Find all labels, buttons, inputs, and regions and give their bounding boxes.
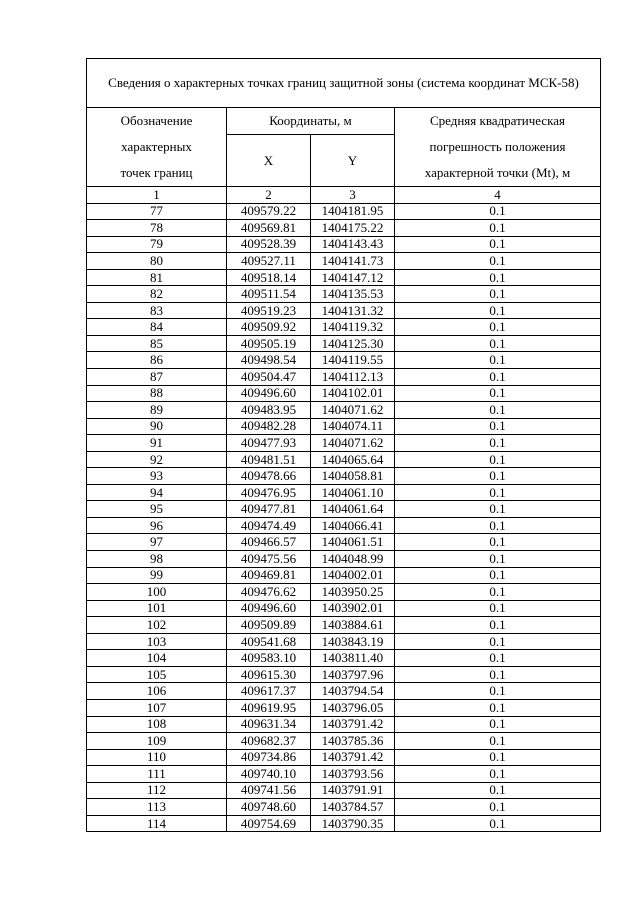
coordinates-table [86, 58, 601, 832]
cell-x: 409619.95 [227, 699, 311, 716]
cell-point: 82 [87, 286, 227, 303]
cell-point: 85 [87, 335, 227, 352]
cell-x: 409748.60 [227, 799, 311, 816]
cell-point: 103 [87, 633, 227, 650]
table-row [87, 617, 601, 634]
cell-point: 95 [87, 501, 227, 518]
table-row [87, 733, 601, 750]
table-row [87, 319, 601, 336]
cell-x: 409518.14 [227, 269, 311, 286]
table-row [87, 451, 601, 468]
cell-y: 1404074.11 [311, 418, 395, 435]
cell-mt: 0.1 [395, 766, 601, 783]
cell-mt: 0.1 [395, 815, 601, 832]
cell-point: 105 [87, 666, 227, 683]
cell-x: 409509.89 [227, 617, 311, 634]
header-x: X [227, 135, 311, 187]
cell-point: 110 [87, 749, 227, 766]
cell-y: 1404119.55 [311, 352, 395, 369]
cell-mt: 0.1 [395, 551, 601, 568]
cell-x: 409505.19 [227, 335, 311, 352]
table-row [87, 269, 601, 286]
cell-x: 409483.95 [227, 402, 311, 419]
table-row [87, 286, 601, 303]
table-title-row [87, 59, 601, 108]
table-row [87, 683, 601, 700]
cell-point: 92 [87, 451, 227, 468]
table-row [87, 584, 601, 601]
table-row [87, 435, 601, 452]
cell-mt: 0.1 [395, 699, 601, 716]
column-number: 2 [227, 187, 311, 204]
cell-x: 409682.37 [227, 733, 311, 750]
table-row [87, 517, 601, 534]
column-number: 4 [395, 187, 601, 204]
cell-x: 409583.10 [227, 650, 311, 667]
cell-x: 409498.54 [227, 352, 311, 369]
cell-point: 111 [87, 766, 227, 783]
table-row [87, 799, 601, 816]
cell-mt: 0.1 [395, 269, 601, 286]
table-row [87, 468, 601, 485]
cell-y: 1403784.57 [311, 799, 395, 816]
cell-x: 409477.81 [227, 501, 311, 518]
cell-x: 409579.22 [227, 203, 311, 220]
table-row [87, 203, 601, 220]
table-row [87, 551, 601, 568]
cell-point: 84 [87, 319, 227, 336]
table-row [87, 567, 601, 584]
cell-x: 409469.81 [227, 567, 311, 584]
cell-point: 86 [87, 352, 227, 369]
table-row [87, 716, 601, 733]
cell-mt: 0.1 [395, 468, 601, 485]
cell-mt: 0.1 [395, 335, 601, 352]
cell-y: 1403791.42 [311, 749, 395, 766]
cell-point: 104 [87, 650, 227, 667]
cell-x: 409734.86 [227, 749, 311, 766]
table-row [87, 815, 601, 832]
cell-x: 409509.92 [227, 319, 311, 336]
header-mean-square-error: Средняя квадратическая погрешность положения характерной точки (Mt), м [395, 108, 601, 187]
cell-mt: 0.1 [395, 319, 601, 336]
cell-y: 1403843.19 [311, 633, 395, 650]
cell-y: 1404048.99 [311, 551, 395, 568]
cell-x: 409615.30 [227, 666, 311, 683]
table-row [87, 253, 601, 270]
cell-y: 1403793.56 [311, 766, 395, 783]
table-row [87, 385, 601, 402]
cell-mt: 0.1 [395, 782, 601, 799]
cell-mt: 0.1 [395, 402, 601, 419]
cell-mt: 0.1 [395, 633, 601, 650]
cell-point: 100 [87, 584, 227, 601]
table-row [87, 782, 601, 799]
cell-y: 1403791.42 [311, 716, 395, 733]
column-number: 1 [87, 187, 227, 204]
cell-mt: 0.1 [395, 484, 601, 501]
cell-point: 101 [87, 600, 227, 617]
cell-point: 96 [87, 517, 227, 534]
cell-point: 114 [87, 815, 227, 832]
cell-y: 1404061.10 [311, 484, 395, 501]
cell-y: 1403811.40 [311, 650, 395, 667]
cell-mt: 0.1 [395, 733, 601, 750]
table-row [87, 633, 601, 650]
cell-point: 90 [87, 418, 227, 435]
cell-point: 78 [87, 220, 227, 237]
cell-mt: 0.1 [395, 567, 601, 584]
cell-y: 1404175.22 [311, 220, 395, 237]
cell-y: 1404065.64 [311, 451, 395, 468]
header-y: Y [311, 135, 395, 187]
cell-x: 409754.69 [227, 815, 311, 832]
cell-y: 1403796.05 [311, 699, 395, 716]
cell-mt: 0.1 [395, 451, 601, 468]
cell-mt: 0.1 [395, 799, 601, 816]
cell-point: 109 [87, 733, 227, 750]
cell-mt: 0.1 [395, 203, 601, 220]
cell-point: 87 [87, 369, 227, 386]
cell-point: 93 [87, 468, 227, 485]
cell-x: 409476.62 [227, 584, 311, 601]
cell-point: 112 [87, 782, 227, 799]
cell-mt: 0.1 [395, 352, 601, 369]
cell-y: 1403785.36 [311, 733, 395, 750]
cell-mt: 0.1 [395, 385, 601, 402]
cell-y: 1404061.51 [311, 534, 395, 551]
cell-point: 97 [87, 534, 227, 551]
cell-point: 89 [87, 402, 227, 419]
cell-mt: 0.1 [395, 517, 601, 534]
cell-y: 1404119.32 [311, 319, 395, 336]
cell-point: 79 [87, 236, 227, 253]
cell-y: 1404061.64 [311, 501, 395, 518]
cell-y: 1404125.30 [311, 335, 395, 352]
cell-x: 409519.23 [227, 302, 311, 319]
table-title: Сведения о характерных точках границ защитной зоны (система координат МСК-58) [87, 59, 601, 108]
cell-point: 106 [87, 683, 227, 700]
cell-mt: 0.1 [395, 584, 601, 601]
table-row [87, 220, 601, 237]
table-row [87, 534, 601, 551]
cell-mt: 0.1 [395, 418, 601, 435]
cell-mt: 0.1 [395, 534, 601, 551]
table-row [87, 335, 601, 352]
cell-point: 83 [87, 302, 227, 319]
header-coordinates: Координаты, м [227, 108, 395, 135]
cell-y: 1404135.53 [311, 286, 395, 303]
cell-point: 94 [87, 484, 227, 501]
cell-mt: 0.1 [395, 600, 601, 617]
column-number-row [87, 187, 601, 204]
cell-y: 1404147.12 [311, 269, 395, 286]
cell-mt: 0.1 [395, 716, 601, 733]
table-row [87, 749, 601, 766]
cell-x: 409466.57 [227, 534, 311, 551]
cell-x: 409527.11 [227, 253, 311, 270]
cell-point: 107 [87, 699, 227, 716]
column-number: 3 [311, 187, 395, 204]
cell-x: 409474.49 [227, 517, 311, 534]
cell-mt: 0.1 [395, 220, 601, 237]
cell-x: 409496.60 [227, 385, 311, 402]
table-row [87, 302, 601, 319]
cell-mt: 0.1 [395, 749, 601, 766]
cell-point: 113 [87, 799, 227, 816]
table-row [87, 501, 601, 518]
cell-x: 409478.66 [227, 468, 311, 485]
cell-x: 409482.28 [227, 418, 311, 435]
cell-mt: 0.1 [395, 617, 601, 634]
cell-point: 77 [87, 203, 227, 220]
cell-y: 1404058.81 [311, 468, 395, 485]
cell-point: 80 [87, 253, 227, 270]
cell-y: 1404143.43 [311, 236, 395, 253]
cell-y: 1404141.73 [311, 253, 395, 270]
cell-y: 1403791.91 [311, 782, 395, 799]
cell-point: 102 [87, 617, 227, 634]
header-point-designation: Обозначение характерных точек границ [87, 108, 227, 187]
cell-mt: 0.1 [395, 369, 601, 386]
cell-point: 108 [87, 716, 227, 733]
cell-x: 409481.51 [227, 451, 311, 468]
cell-mt: 0.1 [395, 683, 601, 700]
table-row [87, 418, 601, 435]
cell-y: 1404181.95 [311, 203, 395, 220]
cell-y: 1403797.96 [311, 666, 395, 683]
cell-point: 91 [87, 435, 227, 452]
cell-mt: 0.1 [395, 501, 601, 518]
cell-x: 409476.95 [227, 484, 311, 501]
cell-y: 1404071.62 [311, 402, 395, 419]
cell-y: 1404102.01 [311, 385, 395, 402]
cell-y: 1403790.35 [311, 815, 395, 832]
cell-point: 81 [87, 269, 227, 286]
table-row [87, 402, 601, 419]
cell-x: 409569.81 [227, 220, 311, 237]
cell-point: 99 [87, 567, 227, 584]
cell-x: 409541.68 [227, 633, 311, 650]
cell-mt: 0.1 [395, 286, 601, 303]
table-row [87, 484, 601, 501]
cell-x: 409528.39 [227, 236, 311, 253]
cell-y: 1404002.01 [311, 567, 395, 584]
cell-x: 409475.56 [227, 551, 311, 568]
table-row [87, 369, 601, 386]
table-row [87, 666, 601, 683]
cell-mt: 0.1 [395, 253, 601, 270]
cell-y: 1404066.41 [311, 517, 395, 534]
cell-y: 1404131.32 [311, 302, 395, 319]
cell-y: 1403794.54 [311, 683, 395, 700]
cell-point: 88 [87, 385, 227, 402]
cell-point: 98 [87, 551, 227, 568]
cell-y: 1404071.62 [311, 435, 395, 452]
table-row [87, 236, 601, 253]
table-row [87, 600, 601, 617]
cell-y: 1403950.25 [311, 584, 395, 601]
cell-mt: 0.1 [395, 236, 601, 253]
cell-mt: 0.1 [395, 666, 601, 683]
table-row [87, 650, 601, 667]
cell-x: 409504.47 [227, 369, 311, 386]
cell-x: 409496.60 [227, 600, 311, 617]
table-row [87, 699, 601, 716]
cell-x: 409741.56 [227, 782, 311, 799]
cell-y: 1404112.13 [311, 369, 395, 386]
cell-y: 1403884.61 [311, 617, 395, 634]
cell-x: 409617.37 [227, 683, 311, 700]
cell-x: 409511.54 [227, 286, 311, 303]
cell-mt: 0.1 [395, 302, 601, 319]
cell-mt: 0.1 [395, 435, 601, 452]
table-row [87, 766, 601, 783]
cell-y: 1403902.01 [311, 600, 395, 617]
cell-x: 409740.10 [227, 766, 311, 783]
table-row [87, 352, 601, 369]
cell-x: 409631.34 [227, 716, 311, 733]
cell-x: 409477.93 [227, 435, 311, 452]
header-row-top [87, 108, 601, 135]
cell-mt: 0.1 [395, 650, 601, 667]
